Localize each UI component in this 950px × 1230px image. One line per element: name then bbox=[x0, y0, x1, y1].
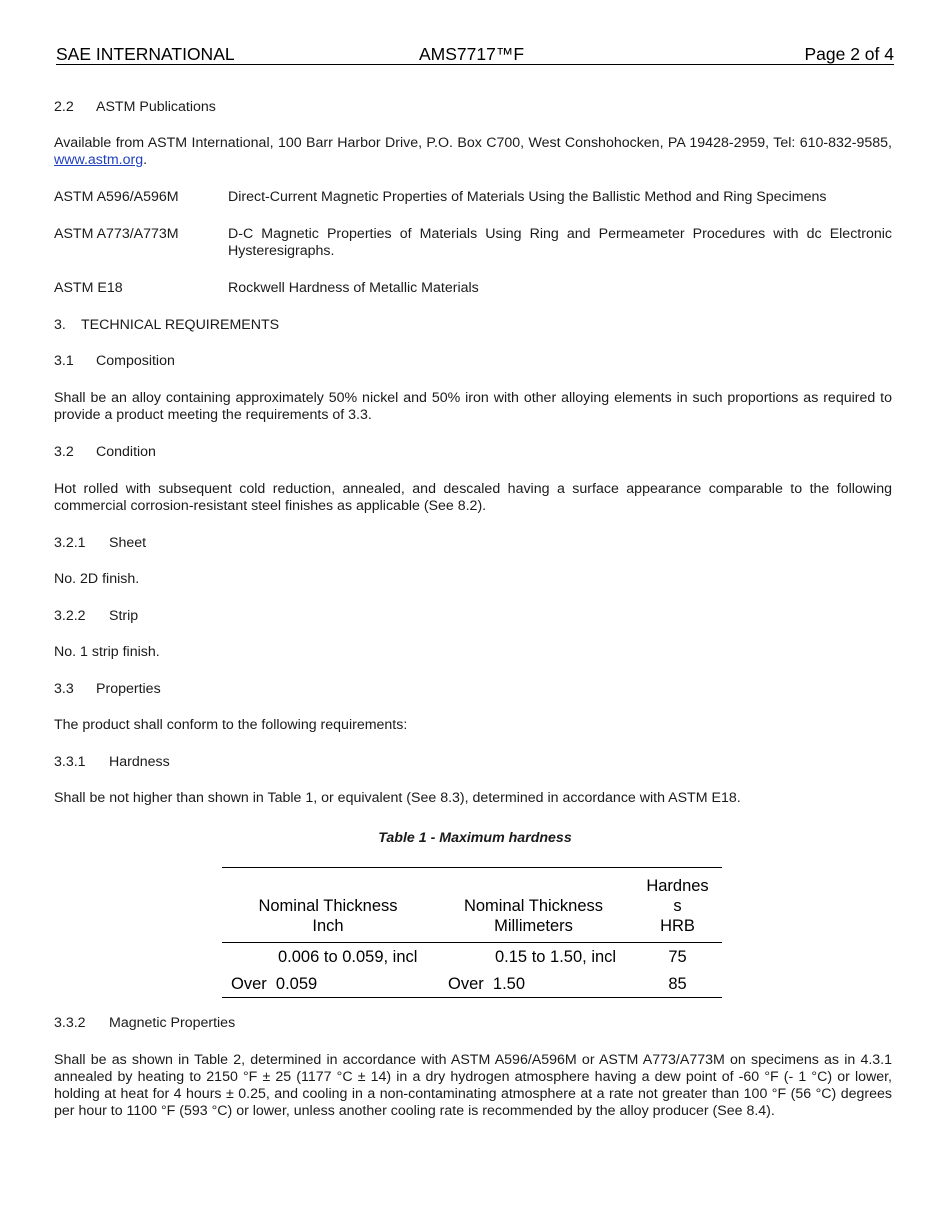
section-title: Hardness bbox=[109, 754, 170, 770]
section-3-2-2-body: No. 1 strip finish. bbox=[54, 644, 160, 660]
section-title: Magnetic Properties bbox=[109, 1015, 236, 1031]
section-3-2-body: Hot rolled with subsequent cold reduction, annealed, and descaled having a surface appearance comparable to the following commercial corrosion-resistant steel finishes as applicable (See 8.2). bbox=[54, 481, 892, 514]
section-3-1-heading bbox=[54, 353, 892, 370]
header-line: Millimeters bbox=[494, 917, 573, 935]
astm-website-link[interactable]: www.astm.org bbox=[54, 152, 144, 168]
section-3-3-heading bbox=[54, 681, 892, 698]
section-3-3-1-body: Shall be not higher than shown in Table 1, or equivalent (See 8.3), determined in accordance with ASTM E18. bbox=[54, 790, 741, 806]
header-line: HRB bbox=[660, 917, 695, 935]
table-row bbox=[222, 970, 722, 998]
section-3-3-body: The product shall conform to the following requirements: bbox=[54, 717, 408, 733]
section-3-heading bbox=[54, 317, 892, 334]
section-3-2-1-heading bbox=[54, 535, 892, 552]
reference-code: ASTM A596/A596M bbox=[54, 189, 179, 205]
reference-title: D-C Magnetic Properties of Materials Using Ring and Permeameter Procedures with dc Electronic Hysteresigraphs. bbox=[228, 226, 892, 259]
header-line: Inch bbox=[312, 917, 344, 935]
cell-mm: Over 1.50 bbox=[448, 974, 526, 993]
reference-row bbox=[54, 189, 892, 206]
section-3-2-2-heading bbox=[54, 608, 892, 625]
header-org: SAE INTERNATIONAL bbox=[56, 44, 235, 64]
column-header-mm bbox=[434, 868, 633, 943]
section-number: 3. bbox=[54, 317, 66, 333]
astm-availability-text: Available from ASTM International, 100 Barr Harbor Drive, P.O. Box C700, West Conshohocken, PA 19428-2959, Tel: 610-832-9585, bbox=[54, 135, 892, 151]
section-number: 3.2 bbox=[54, 444, 74, 460]
cell-inch: 0.006 to 0.059, incl bbox=[278, 947, 418, 966]
cell-hrb: 75 bbox=[668, 947, 687, 966]
section-3-3-1-heading bbox=[54, 754, 892, 771]
reference-row bbox=[54, 226, 892, 260]
section-number: 2.2 bbox=[54, 99, 74, 115]
section-number: 3.3.1 bbox=[54, 754, 86, 770]
table-1-caption: Table 1 - Maximum hardness bbox=[378, 830, 572, 846]
section-title: Composition bbox=[96, 353, 175, 369]
section-number: 3.3 bbox=[54, 681, 74, 697]
reference-title: Rockwell Hardness of Metallic Materials bbox=[228, 280, 479, 296]
section-title: Condition bbox=[96, 444, 156, 460]
header-doc-id: AMS7717™F bbox=[419, 44, 525, 64]
section-title: Sheet bbox=[109, 535, 147, 551]
page-header bbox=[56, 44, 894, 65]
section-number: 3.1 bbox=[54, 353, 74, 369]
column-header-inch bbox=[222, 868, 434, 943]
section-3-3-2-body: Shall be as shown in Table 2, determined in accordance with ASTM A596/A596M or ASTM A773/A773M on specimens as in 4.3.1 annealed by heating to 2150 °F ± 25 (1177 °C ± 14) in a dry hydrogen atmosphere having a dew point of -60 °F (- 1 °C) or lower, holding at heat for 4 hours ± 0.25, and cooling in a non-contaminating atmosphere at a rate not greater than 100 °F (56 °C) degrees per hour to 1100 °F (593 °C) or lower, unless another cooling rate is recommended by the alloy producer (See 8.4). bbox=[54, 1052, 892, 1119]
reference-row bbox=[54, 280, 892, 297]
section-title: ASTM Publications bbox=[96, 99, 216, 115]
section-3-2-heading bbox=[54, 444, 892, 461]
cell-inch: Over 0.059 bbox=[231, 974, 318, 993]
table-header-row bbox=[222, 868, 722, 943]
section-number: 3.3.2 bbox=[54, 1015, 86, 1031]
section-title: TECHNICAL REQUIREMENTS bbox=[81, 317, 280, 333]
section-title: Properties bbox=[96, 681, 161, 697]
section-number: 3.2.2 bbox=[54, 608, 86, 624]
cell-mm: 0.15 to 1.50, incl bbox=[495, 947, 617, 966]
astm-availability-tail: . bbox=[143, 152, 148, 168]
section-3-3-2-heading bbox=[54, 1015, 892, 1032]
header-line: Hardnes bbox=[646, 877, 709, 895]
section-2-2-heading bbox=[54, 99, 892, 116]
header-line: s bbox=[673, 897, 682, 915]
column-header-hrb bbox=[633, 868, 722, 943]
reference-code: ASTM E18 bbox=[54, 280, 123, 296]
section-3-2-1-body: No. 2D finish. bbox=[54, 571, 140, 587]
cell-hrb: 85 bbox=[668, 974, 687, 993]
astm-availability-paragraph bbox=[54, 135, 892, 169]
section-3-1-body: Shall be an alloy containing approximately 50% nickel and 50% iron with other alloying elements in such proportions as required to provide a product meeting the requirements of 3.3. bbox=[54, 390, 892, 423]
header-line: Nominal Thickness bbox=[258, 897, 398, 915]
section-title: Strip bbox=[109, 608, 139, 624]
header-page-number: Page 2 of 4 bbox=[804, 44, 894, 64]
hardness-table bbox=[222, 867, 722, 998]
section-number: 3.2.1 bbox=[54, 535, 86, 551]
reference-code: ASTM A773/A773M bbox=[54, 226, 179, 242]
header-line: Nominal Thickness bbox=[463, 897, 604, 915]
table-row bbox=[222, 943, 722, 971]
reference-title: Direct-Current Magnetic Properties of Materials Using the Ballistic Method and Ring Specimens bbox=[228, 189, 827, 205]
